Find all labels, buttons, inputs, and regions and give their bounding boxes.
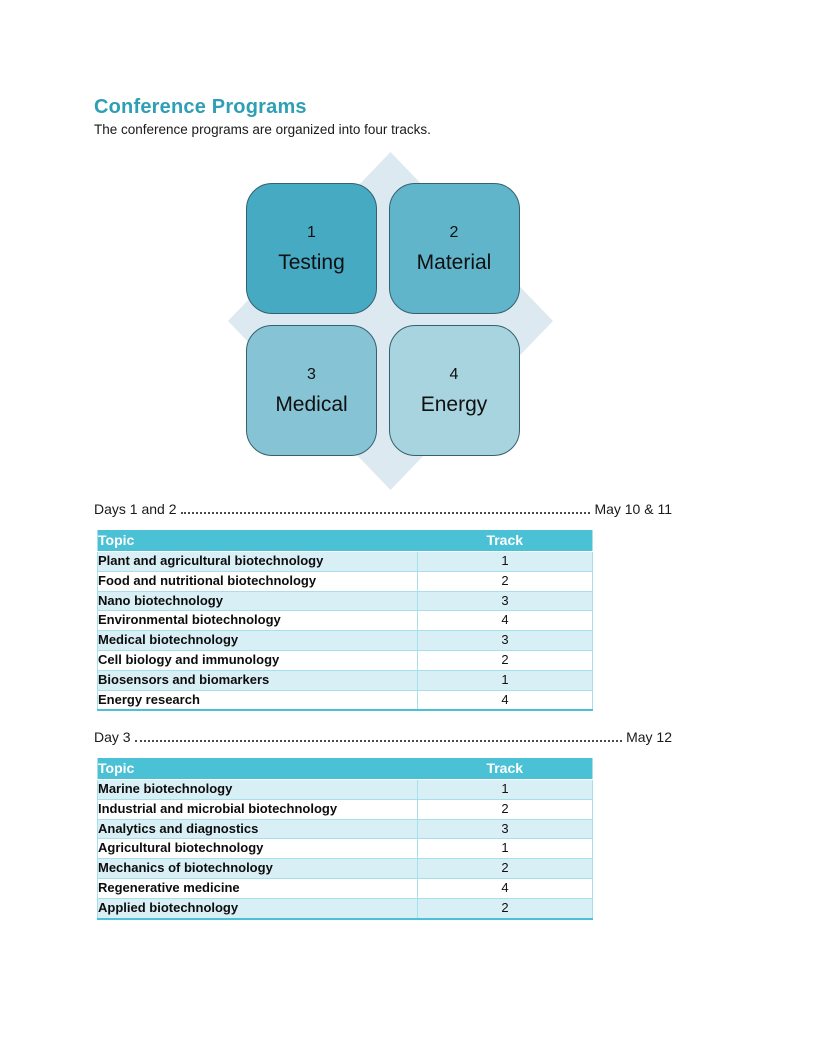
intro-text: The conference programs are organized into four tracks. <box>94 122 431 137</box>
track-label: Energy <box>420 392 488 416</box>
track-number: 4 <box>449 365 459 383</box>
column-header-track: Track <box>418 758 593 780</box>
track-label: Testing <box>278 250 345 274</box>
track-number: 1 <box>307 223 316 241</box>
table-row <box>98 552 593 572</box>
schedule-days-label: Day 3 <box>94 729 131 745</box>
schedule-date: May 10 & 11 <box>594 501 672 517</box>
table-row <box>98 859 593 879</box>
topic-cell: Biosensors and biomarkers <box>98 670 418 690</box>
track-cell: 1 <box>418 552 593 572</box>
topic-cell: Industrial and microbial biotechnology <box>98 799 418 819</box>
column-header-topic: Topic <box>98 530 418 552</box>
topic-cell: Medical biotechnology <box>98 631 418 651</box>
table-row <box>98 799 593 819</box>
track-cell: 2 <box>418 859 593 879</box>
track-cell: 3 <box>418 819 593 839</box>
table-row <box>98 690 593 710</box>
track-box-energy <box>389 325 520 456</box>
track-cell: 1 <box>418 670 593 690</box>
table-row <box>98 898 593 918</box>
dot-leader <box>135 740 623 742</box>
schedule-table-days-1-2 <box>97 530 593 711</box>
track-cell: 4 <box>418 878 593 898</box>
track-box-testing <box>246 183 377 314</box>
track-cell: 4 <box>418 690 593 710</box>
table-row <box>98 650 593 670</box>
track-cell: 2 <box>418 571 593 591</box>
column-header-track: Track <box>418 530 593 552</box>
topic-cell: Mechanics of biotechnology <box>98 859 418 879</box>
topic-cell: Regenerative medicine <box>98 878 418 898</box>
schedule-days-label: Days 1 and 2 <box>94 501 177 517</box>
table-row <box>98 780 593 800</box>
topic-cell: Energy research <box>98 690 418 710</box>
track-cell: 3 <box>418 631 593 651</box>
dot-leader <box>181 512 591 514</box>
table-row <box>98 819 593 839</box>
schedule-heading-days-1-2 <box>94 501 672 517</box>
track-label: Medical <box>275 392 348 416</box>
track-cell: 2 <box>418 898 593 918</box>
table-row <box>98 591 593 611</box>
table-header-row <box>98 530 593 552</box>
track-cell: 3 <box>418 591 593 611</box>
topic-cell: Food and nutritional biotechnology <box>98 571 418 591</box>
track-box-medical <box>246 325 377 456</box>
column-header-topic: Topic <box>98 758 418 780</box>
schedule-date: May 12 <box>626 729 672 745</box>
track-cell: 1 <box>418 839 593 859</box>
track-cell: 1 <box>418 780 593 800</box>
track-cell: 2 <box>418 799 593 819</box>
topic-cell: Cell biology and immunology <box>98 650 418 670</box>
page-title: Conference Programs <box>94 96 307 118</box>
schedule-heading-day-3 <box>94 729 672 745</box>
topic-cell: Applied biotechnology <box>98 898 418 918</box>
topic-cell: Marine biotechnology <box>98 780 418 800</box>
table-row <box>98 631 593 651</box>
topic-cell: Nano biotechnology <box>98 591 418 611</box>
topic-cell: Environmental biotechnology <box>98 611 418 631</box>
table-row <box>98 839 593 859</box>
track-cell: 4 <box>418 611 593 631</box>
topic-cell: Analytics and diagnostics <box>98 819 418 839</box>
track-cell: 2 <box>418 650 593 670</box>
track-number: 2 <box>449 223 459 241</box>
track-box-material <box>389 183 520 314</box>
tracks-diagram <box>228 152 553 490</box>
table-header-row <box>98 758 593 780</box>
table-row <box>98 611 593 631</box>
table-row <box>98 878 593 898</box>
schedule-table-day-3 <box>97 758 593 920</box>
topic-cell: Agricultural biotechnology <box>98 839 418 859</box>
track-label: Material <box>416 250 492 274</box>
track-number: 3 <box>307 365 316 383</box>
table-row <box>98 670 593 690</box>
table-row <box>98 571 593 591</box>
topic-cell: Plant and agricultural biotechnology <box>98 552 418 572</box>
